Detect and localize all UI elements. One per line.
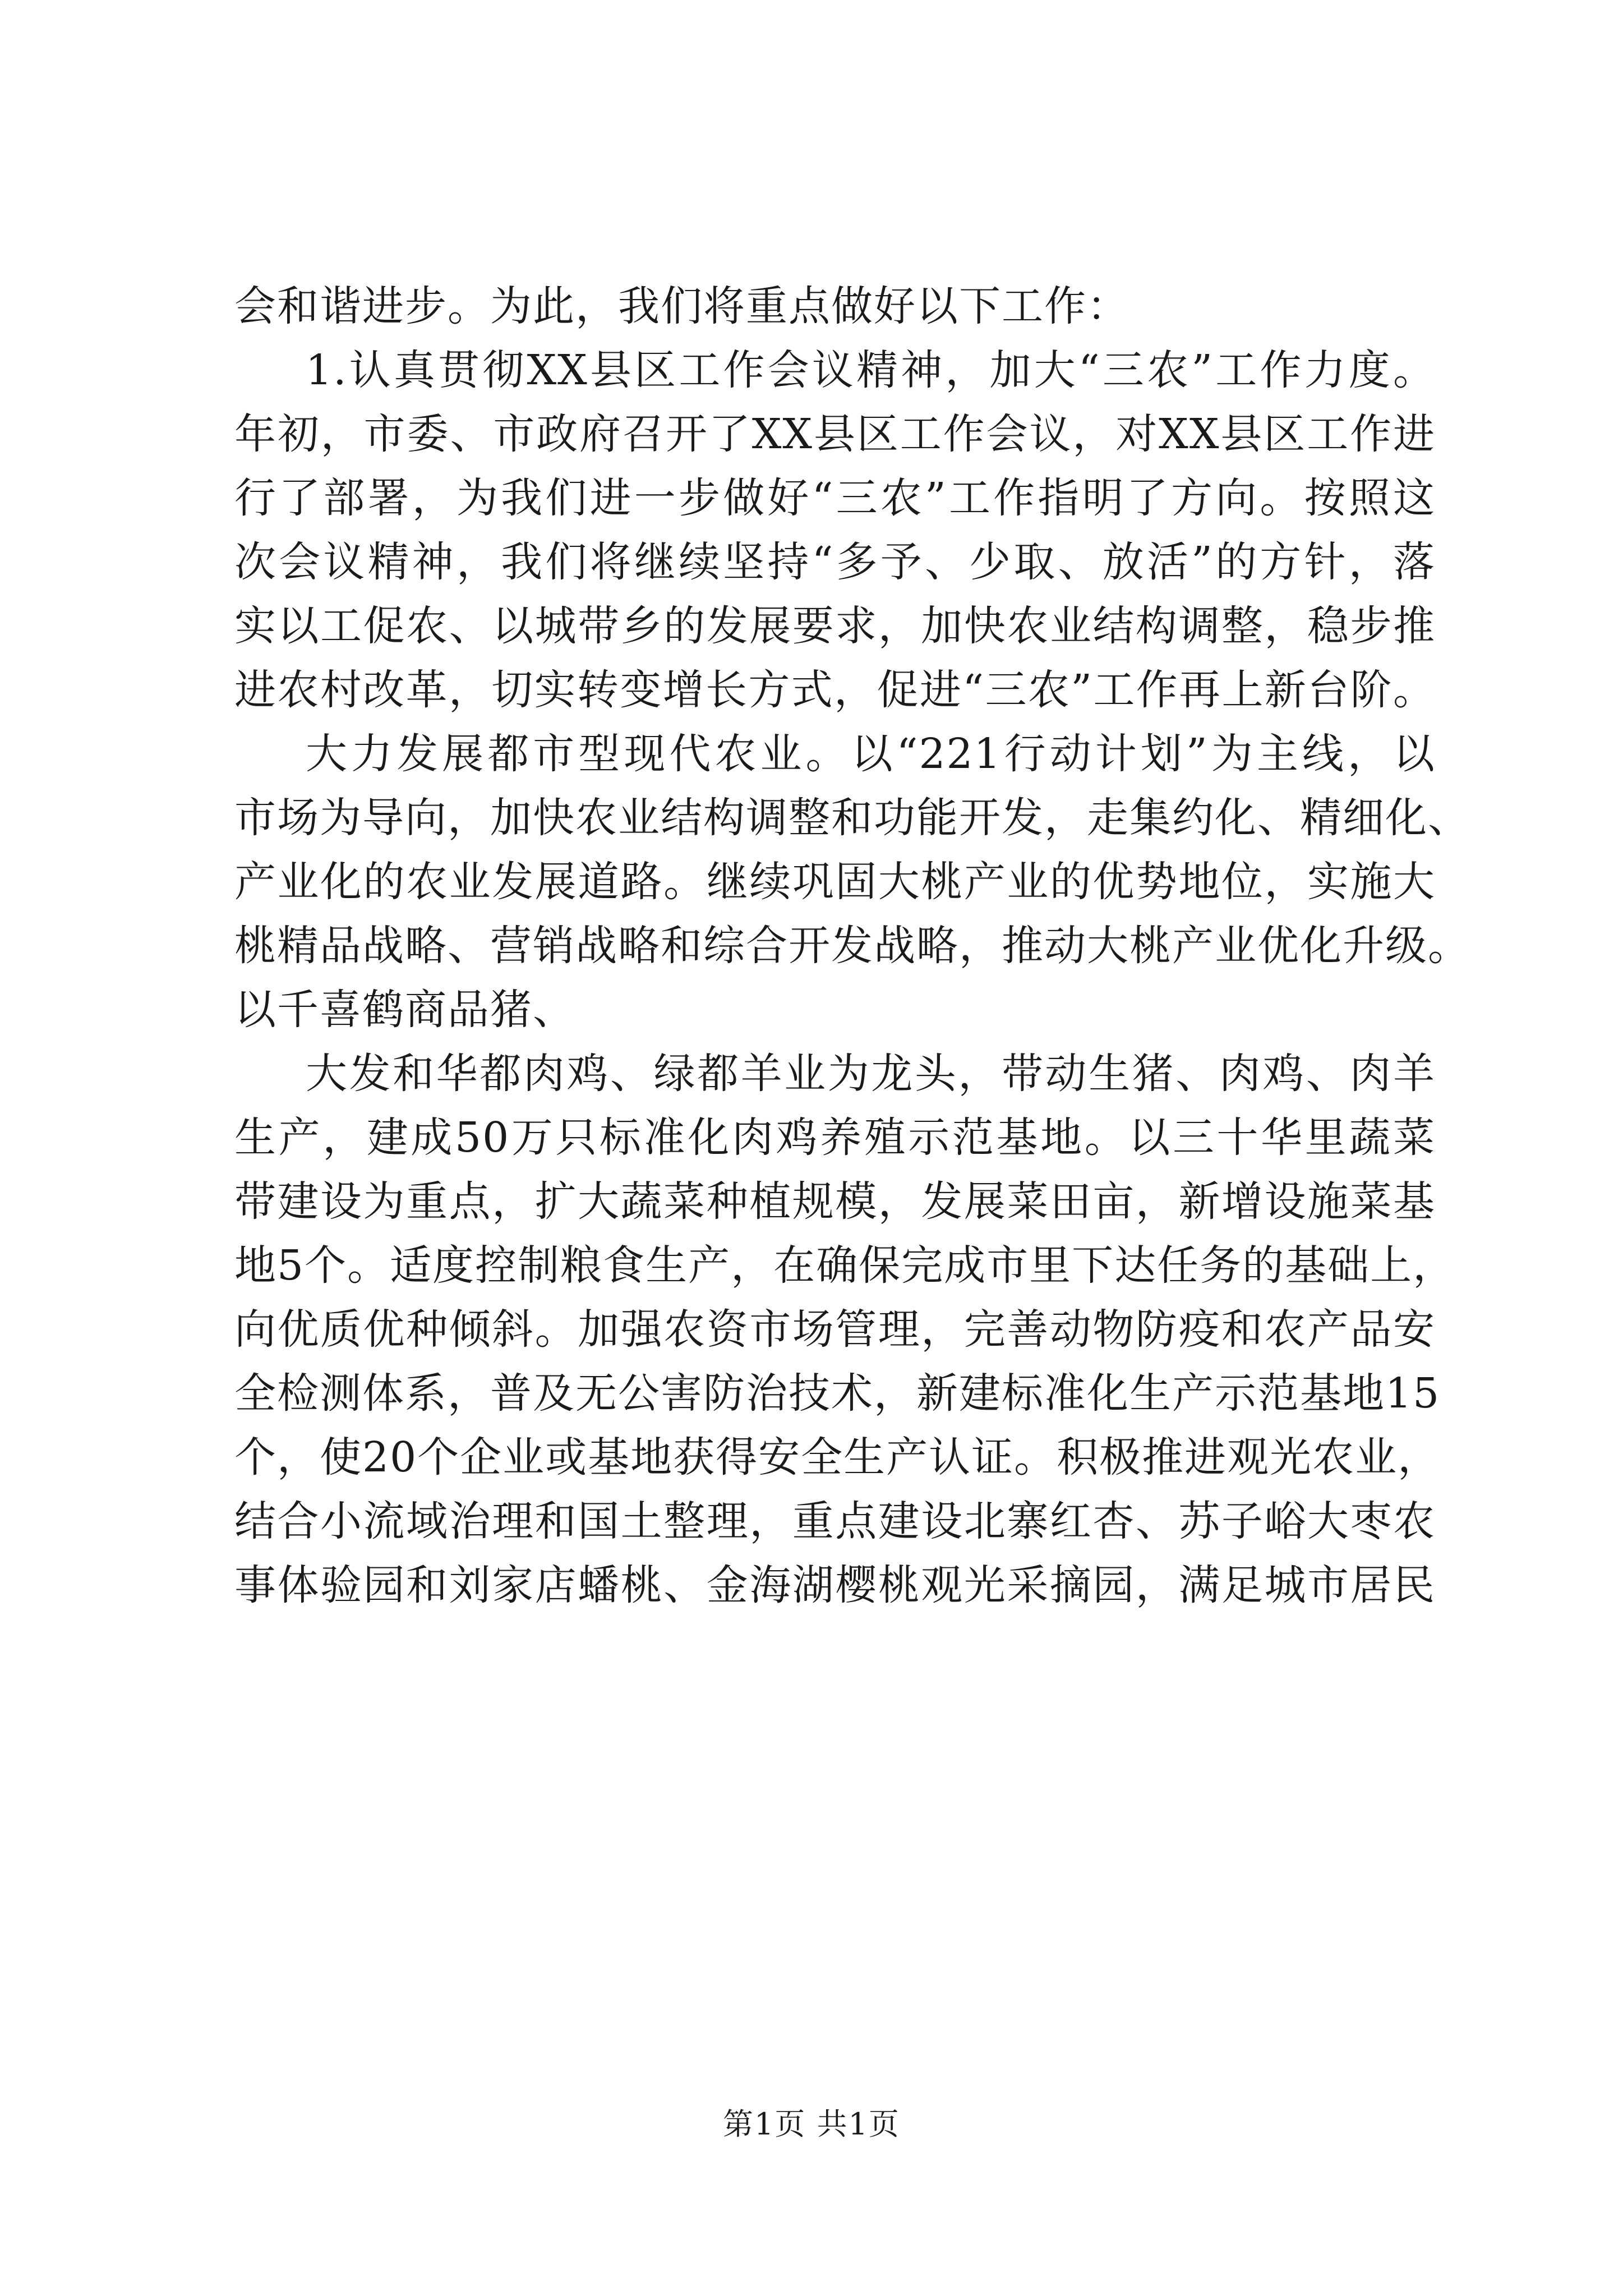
text-line-4: 行了部署，为我们进一步做好“三农”工作指明了方向。按照这 — [234, 474, 1436, 522]
text-line-20: 结合小流域治理和国土整理，重点建设北寨红杏、苏子峪大枣农 — [234, 1497, 1436, 1545]
text-line-1: 会和谐进步。为此，我们将重点做好以下工作： — [234, 282, 1129, 330]
text-line-3: 年初，市委、市政府召开了XX县区工作会议，对XX县区工作进 — [234, 410, 1436, 458]
text-line-5: 次会议精神，我们将继续坚持“多予、少取、放活”的方针，落 — [234, 538, 1436, 586]
text-line-10: 产业化的农业发展道路。继续巩固大桃产业的优势地位，实施大 — [234, 858, 1436, 906]
page-footer: 第1页 共1页 — [723, 2106, 900, 2142]
text-line-18: 全检测体系，普及无公害防治技术，新建标准化生产示范基地15 — [234, 1369, 1441, 1418]
text-line-16: 地5个。适度控制粮食生产，在确保完成市里下达任务的基础上， — [234, 1241, 1456, 1290]
text-line-21: 事体验园和刘家店蟠桃、金海湖樱桃观光采摘园，满足城市居民 — [234, 1561, 1436, 1609]
text-line-14: 生产，建成50万只标准化肉鸡养殖示范基地。以三十华里蔬菜 — [234, 1114, 1436, 1162]
text-line-17: 向优质优种倾斜。加强农资市场管理，完善动物防疫和农产品安 — [234, 1305, 1436, 1354]
text-line-7: 进农村改革，切实转变增长方式，促进“三农”工作再上新台阶。 — [234, 666, 1436, 714]
text-line-13: 大发和华都肉鸡、绿都羊业为龙头，带动生猪、肉鸡、肉羊 — [306, 1050, 1436, 1098]
text-line-19: 个，使20个企业或基地获得安全生产认证。积极推进观光农业， — [234, 1433, 1441, 1481]
text-line-6: 实以工促农、以城带乡的发展要求，加快农业结构调整，稳步推 — [234, 602, 1436, 650]
text-line-9: 市场为导向，加快农业结构调整和功能开发，走集约化、精细化、 — [234, 794, 1470, 842]
text-line-11: 桃精品战略、营销战略和综合开发战略，推动大桃产业优化升级。 — [234, 922, 1470, 970]
text-line-2: 1.认真贯彻XX县区工作会议精神，加大“三农”工作力度。 — [306, 346, 1436, 394]
text-line-12: 以千喜鹤商品猪、 — [234, 986, 575, 1034]
text-line-15: 带建设为重点，扩大蔬菜种植规模，发展菜田亩，新增设施菜基 — [234, 1177, 1436, 1226]
text-line-8: 大力发展都市型现代农业。以“221行动计划”为主线，以 — [306, 730, 1436, 778]
